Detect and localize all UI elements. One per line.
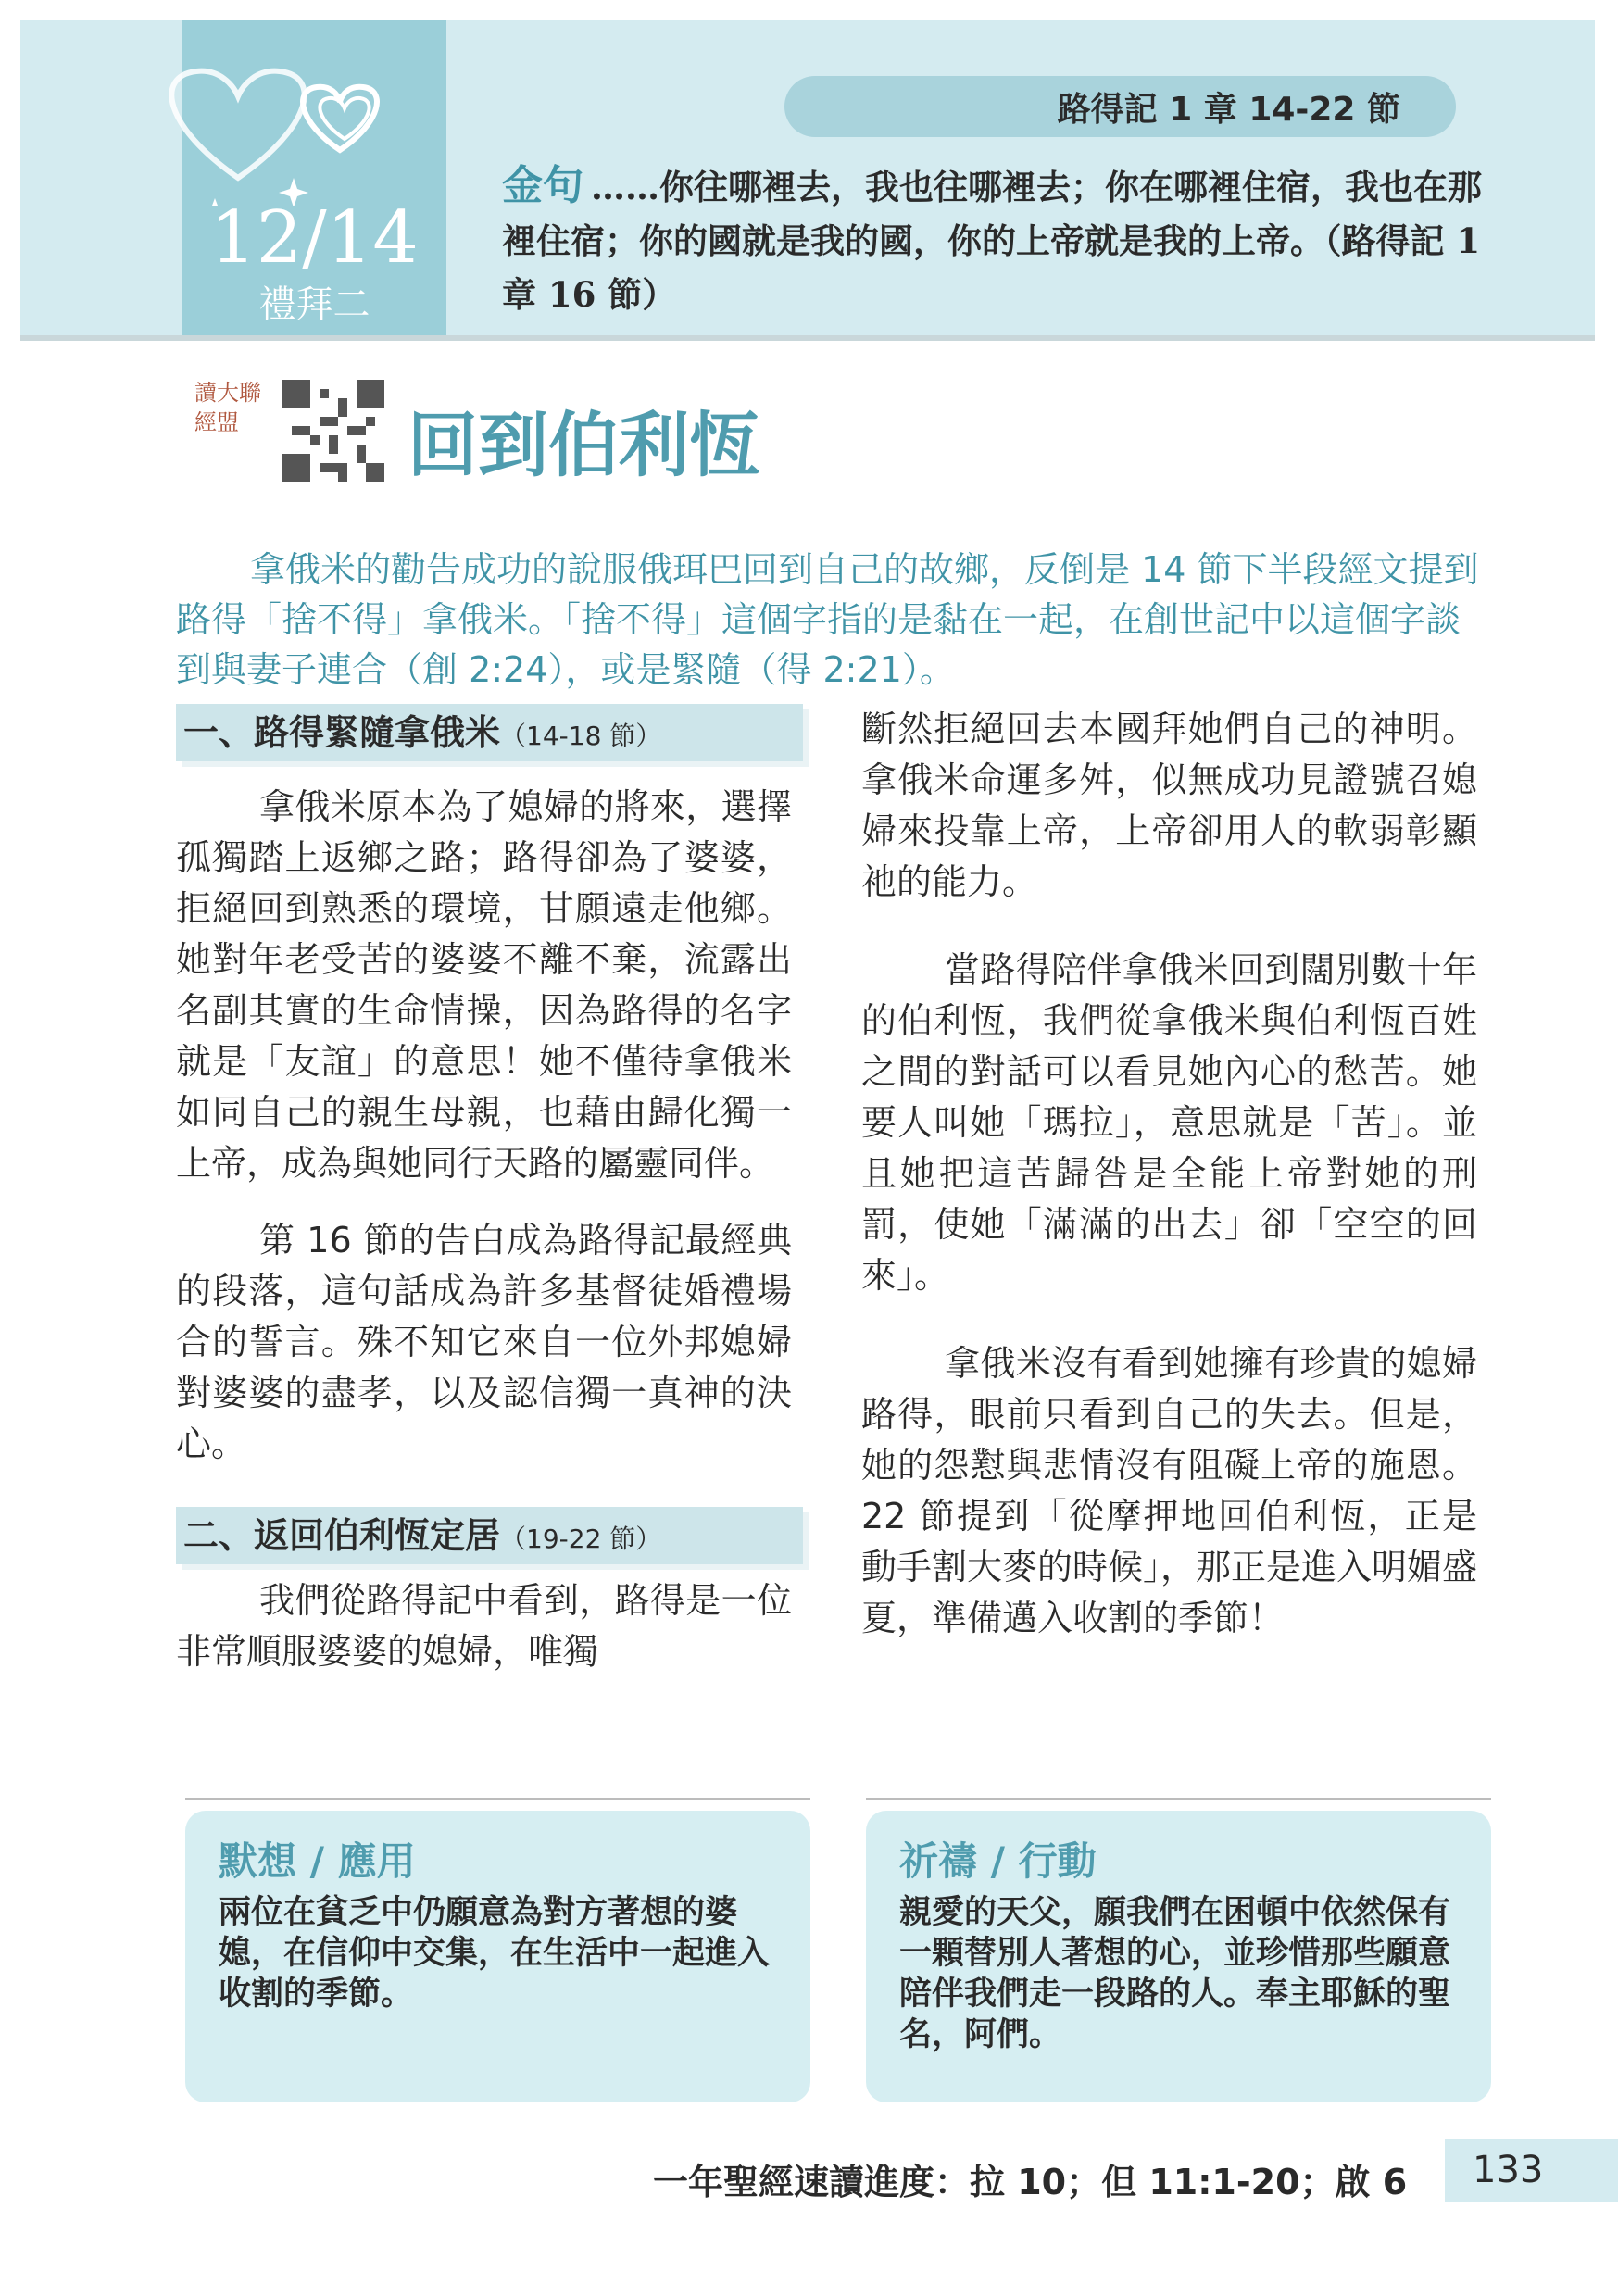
right-paragraph-2: 拿俄米沒有看到她擁有珍貴的媳婦路得，眼前只看到自己的失去。但是，她的怨懟與悲情沒有阻礙上帝的施恩。22 節提到「從摩押地回伯利恆，正是動手割大麥的時候」，那正是進入明媚盛夏，準備邁入收割的季節！ [861, 1343, 1478, 1638]
prayer-title: 祈禱 / 行動 [899, 1838, 1097, 1884]
divider [185, 1798, 810, 1800]
date-weekday: 禮拜二 [258, 283, 370, 326]
meditation-title: 默想 / 應用 [219, 1838, 416, 1884]
reading-progress: 一年聖經速讀進度：拉 10；但 11:1-20；啟 6 [653, 2162, 1408, 2202]
prayer-box [866, 1811, 1491, 2102]
header-banner [20, 20, 1595, 341]
date-block [182, 20, 446, 335]
hearts-icon [127, 39, 460, 206]
page-number: 133 [1473, 2149, 1544, 2191]
reference-pill [784, 76, 1456, 137]
page-title: 回到伯利恆 [408, 404, 759, 486]
section-2-paragraph-1: 我們從路得記中看到，路得是一位非常順服婆婆的媳婦，唯獨 [176, 1580, 792, 1672]
qr-code-icon[interactable] [282, 380, 384, 482]
section-1-paragraph-1: 拿俄米原本為了媳婦的將來，選擇孤獨踏上返鄉之路；路得卻為了婆婆，拒絕回到熟悉的環境，甘願遠走他鄉。她對年老受苦的婆婆不離不棄，流露出名副其實的生命情操，因為路得的名字就是「友誼」的意思！她不僅待拿俄米如同自己的親生母親，也藉由歸化獨一上帝，成為與她同行天路的屬靈同伴。 [176, 786, 792, 1184]
golden-verse [502, 159, 1511, 321]
intro-paragraph: 拿俄米的勸告成功的說服俄珥巴回到自己的故鄉，反倒是 14 節下半段經文提到路得「捨不得」拿俄米。「捨不得」這個字指的是黏在一起，在創世記中以這個字談到與妻子連合（創 2:24），或是緊隨（得 2:21）。 [176, 549, 1479, 690]
prayer-text: 親愛的天父，願我們在困頓中依然保有一顆替別人著想的心，並珍惜那些願意陪伴我們走一段路的人。奉主耶穌的聖名，阿們。 [899, 1893, 1451, 2053]
section-heading-2 [176, 1507, 803, 1564]
reading-league-label: 讀大聯經盟 [194, 380, 261, 435]
golden-verse-tag: 金句 [502, 162, 583, 209]
meditation-box [185, 1811, 810, 2102]
section-1-title: 一、路得緊隨拿俄米 [183, 712, 501, 753]
right-paragraph-0: 斷然拒絕回去本國拜她們自己的神明。拿俄米命運多舛，似無成功見證號召媳婦來投靠上帝，上帝卻用人的軟弱彰顯祂的能力。 [861, 709, 1477, 902]
right-paragraph-1: 當路得陪伴拿俄米回到闊別數十年的伯利恆，我們從拿俄米與伯利恆百姓之間的對話可以看見她內心的愁苦。她要人叫她「瑪拉」，意思就是「苦」。並且她把這苦歸咎是全能上帝對她的刑罰，使她「滿滿的出去」卻「空空的回來」。 [861, 949, 1477, 1296]
meditation-text: 兩位在貧乏中仍願意為對方著想的婆媳，在信仰中交集，在生活中一起進入收割的季節。 [219, 1893, 771, 2013]
right-column [861, 704, 1477, 1644]
divider [866, 1798, 1491, 1800]
date-number: 12/14 [210, 196, 419, 280]
section-1-range: （14-18 節） [500, 721, 662, 751]
scripture-reference: 路得記 1 章 14-22 節 [1057, 91, 1400, 129]
section-2-range: （19-22 節） [500, 1524, 662, 1554]
section-2-title: 二、返回伯利恆定居 [183, 1515, 501, 1556]
left-column [176, 704, 792, 1677]
golden-verse-text: ……你往哪裡去，我也往哪裡去；你在哪裡住宿，我也在那裡住宿；你的國就是我的國，你的上帝就是我的上帝。（路得記 1 章 16 節） [502, 167, 1482, 315]
section-1-paragraph-2: 第 16 節的告白成為路得記最經典的段落，這句話成為許多基督徒婚禮場合的誓言。殊不知它來自一位外邦媳婦對婆婆的盡孝，以及認信獨一真神的決心。 [176, 1220, 792, 1464]
page-tab [1445, 2139, 1618, 2202]
section-heading-1 [176, 704, 803, 761]
